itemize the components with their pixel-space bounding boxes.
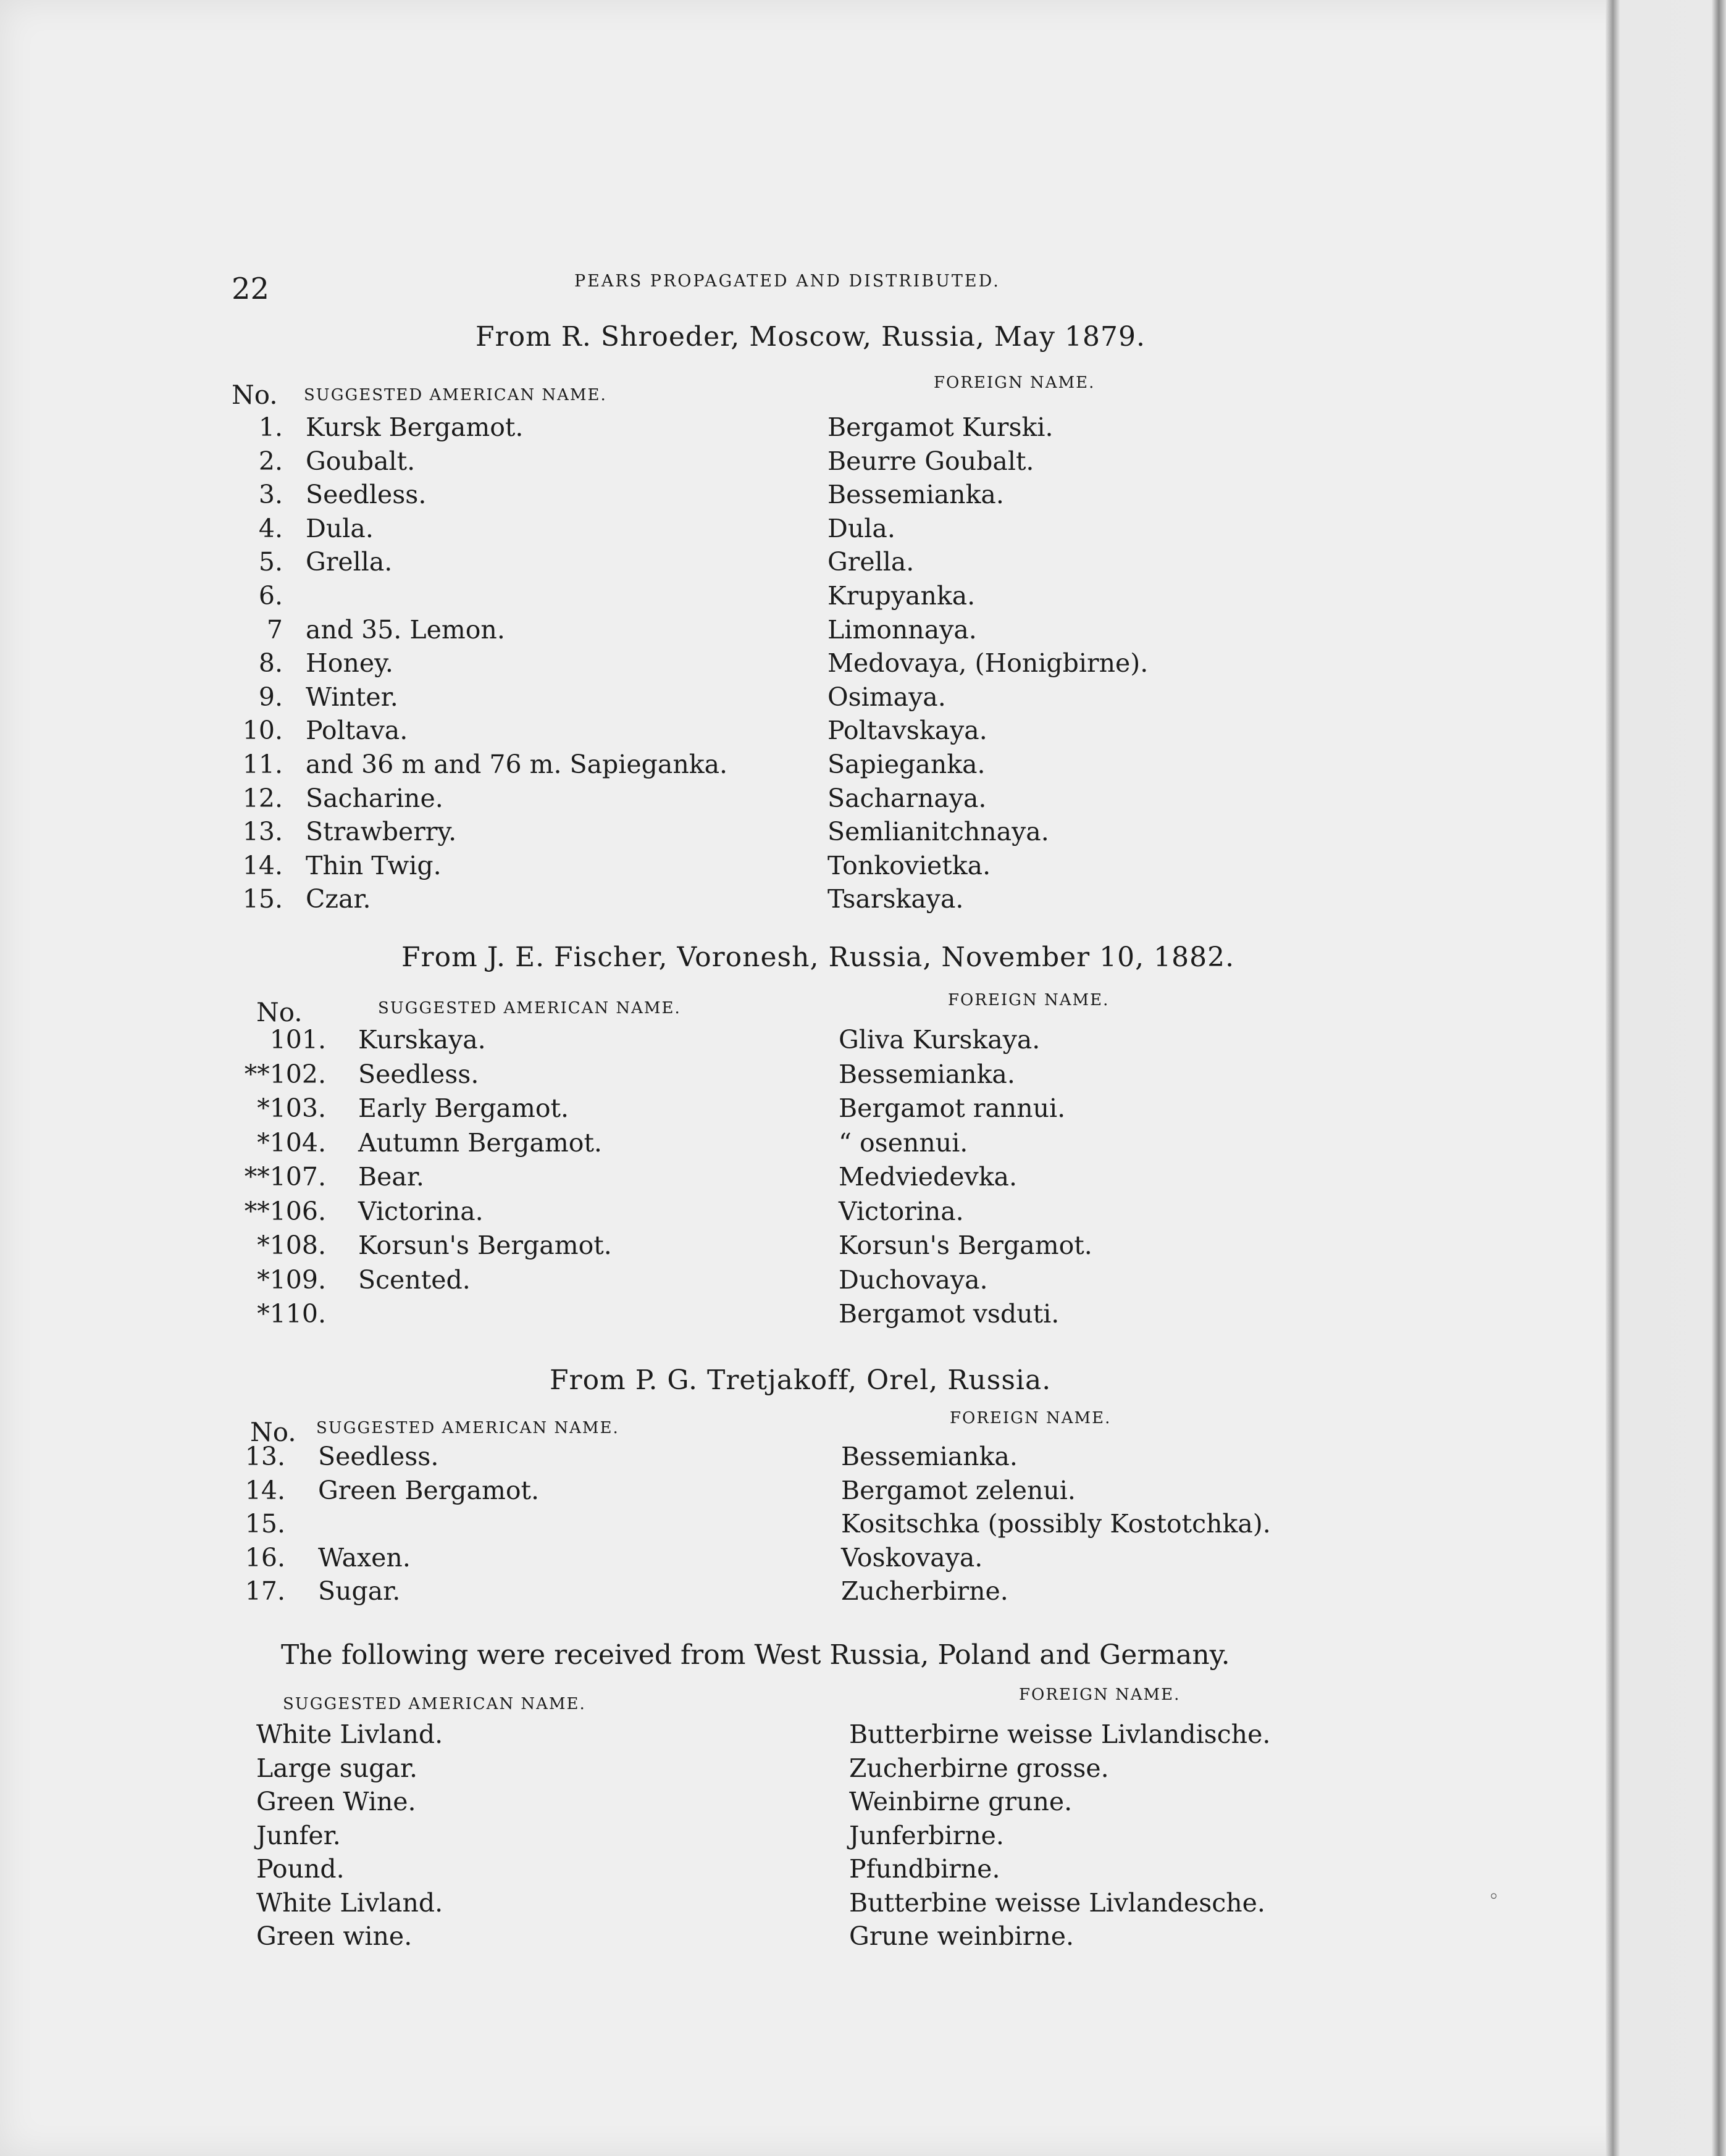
american-name: Sugar. — [318, 1576, 401, 1606]
foreign-name: Korsun's Bergamot. — [839, 1231, 1092, 1260]
foreign-name: Bessemianka. — [841, 1442, 1018, 1471]
american-name: Junfer. — [256, 1820, 341, 1850]
foreign-name: Tsarskaya. — [827, 884, 964, 914]
american-name: Victorina. — [358, 1196, 484, 1226]
foreign-name: Zucherbirne grosse. — [849, 1753, 1109, 1783]
row-number: 8. — [258, 648, 283, 679]
american-name: Poltava. — [306, 716, 408, 746]
american-name: Bear. — [358, 1162, 424, 1192]
row-number: 1. — [258, 412, 283, 442]
foreign-name: Bergamot zelenui. — [841, 1475, 1076, 1505]
american-name: Strawberry. — [306, 817, 457, 847]
foreign-name: Bessemianka. — [839, 1059, 1015, 1089]
american-name: Korsun's Bergamot. — [358, 1231, 612, 1260]
american-name: Large sugar. — [256, 1753, 418, 1783]
foreign-name: Kositschka (possibly Kostotchka). — [841, 1509, 1271, 1539]
foreign-name: Medovaya, (Honigbirne). — [827, 648, 1149, 679]
american-name: Seedless. — [306, 480, 427, 510]
american-name: Autumn Bergamot. — [358, 1127, 602, 1158]
foreign-name: Poltavskaya. — [827, 716, 987, 746]
foreign-name: Osimaya. — [827, 682, 946, 712]
american-name: Czar. — [306, 884, 371, 914]
foreign-name: Bergamot Kurski. — [827, 412, 1054, 442]
foreign-name: Beurre Goubalt. — [827, 446, 1034, 476]
foreign-name: Medviedevka. — [839, 1162, 1018, 1192]
american-name: Pound. — [256, 1854, 345, 1884]
foreign-name-header: FOREIGN NAME. — [1019, 1686, 1181, 1704]
foreign-name: Victorina. — [839, 1196, 964, 1226]
foreign-name: Butterbine weisse Livlandesche. — [849, 1887, 1265, 1918]
american-name-header: SUGGESTED AMERICAN NAME. — [316, 1419, 619, 1437]
no-label: No. — [232, 380, 278, 410]
foreign-name: Duchovaya. — [839, 1264, 988, 1295]
foreign-name: Semlianitchnaya. — [827, 817, 1049, 847]
section-intro-west-russia: The following were received from West Russia, Poland and Germany. — [281, 1639, 1230, 1671]
american-name: and 35. Lemon. — [306, 614, 505, 645]
row-number: 5. — [258, 547, 283, 577]
row-number: 6. — [258, 581, 283, 611]
american-name: Early Bergamot. — [358, 1093, 569, 1123]
row-number: 3. — [258, 480, 283, 510]
american-name: Seedless. — [358, 1059, 479, 1089]
stray-mark: ◦ — [1488, 1886, 1499, 1908]
row-number: *108. — [257, 1231, 326, 1260]
foreign-name: “ osennui. — [839, 1127, 968, 1158]
row-number: *103. — [257, 1093, 326, 1123]
american-name: Kursk Bergamot. — [306, 412, 524, 442]
foreign-name: Bessemianka. — [827, 480, 1004, 510]
book-edge — [1606, 0, 1726, 2156]
row-number: 7 — [266, 614, 283, 645]
row-number: 10. — [242, 716, 283, 746]
american-name: Dula. — [306, 513, 374, 543]
foreign-name: Bergamot rannui. — [839, 1093, 1066, 1123]
american-name: Green Bergamot. — [318, 1475, 540, 1505]
american-name: Goubalt. — [306, 446, 416, 476]
no-label: No. — [256, 997, 303, 1027]
row-number: **102. — [244, 1059, 326, 1089]
foreign-name: Zucherbirne. — [841, 1576, 1008, 1606]
foreign-name: Junferbirne. — [849, 1820, 1004, 1850]
row-number: 11. — [242, 750, 283, 779]
row-number: 15. — [242, 884, 283, 914]
row-number: *104. — [257, 1127, 326, 1158]
american-name: White Livland. — [256, 1719, 443, 1749]
section-heading-tretjakoff: From P. G. Tretjakoff, Orel, Russia. — [550, 1364, 1052, 1396]
american-name: Scented. — [358, 1264, 471, 1295]
foreign-name: Voskovaya. — [841, 1542, 983, 1573]
row-number: 12. — [242, 783, 283, 813]
page-number: 22 — [232, 272, 270, 306]
american-name: Green Wine. — [256, 1787, 416, 1816]
american-name-header: SUGGESTED AMERICAN NAME. — [378, 999, 681, 1017]
foreign-name: Tonkovietka. — [827, 850, 991, 880]
foreign-name: Krupyanka. — [827, 581, 976, 611]
foreign-name: Grune weinbirne. — [849, 1921, 1074, 1951]
american-name: Sacharine. — [306, 783, 443, 813]
american-name: White Livland. — [256, 1887, 443, 1918]
american-name: Winter. — [306, 682, 398, 712]
foreign-name: Butterbirne weisse Livlandische. — [849, 1719, 1271, 1749]
american-name: Honey. — [306, 648, 393, 679]
row-number: *109. — [257, 1264, 326, 1295]
american-name-header: SUGGESTED AMERICAN NAME. — [283, 1695, 586, 1713]
row-number: 17. — [245, 1576, 285, 1606]
american-name: Grella. — [306, 547, 393, 577]
section-heading-fischer: From J. E. Fischer, Voronesh, Russia, November 10, 1882. — [401, 942, 1235, 973]
foreign-name-header: FOREIGN NAME. — [950, 1409, 1112, 1427]
foreign-name-header: FOREIGN NAME. — [934, 374, 1096, 392]
foreign-name: Dula. — [827, 513, 895, 543]
foreign-name: Pfundbirne. — [849, 1854, 1000, 1884]
foreign-name: Bergamot vsduti. — [839, 1299, 1060, 1329]
foreign-name-header: FOREIGN NAME. — [948, 991, 1110, 1009]
row-number: 101. — [269, 1025, 326, 1055]
american-name-header: SUGGESTED AMERICAN NAME. — [304, 386, 607, 404]
section-heading-shroeder: From R. Shroeder, Moscow, Russia, May 1879. — [475, 321, 1146, 353]
row-number: 15. — [245, 1509, 285, 1539]
running-head: PEARS PROPAGATED AND DISTRIBUTED. — [574, 272, 1000, 291]
row-number: 14. — [242, 850, 283, 880]
row-number: 13. — [245, 1442, 285, 1471]
foreign-name: Limonnaya. — [827, 614, 977, 645]
american-name: Seedless. — [318, 1442, 439, 1471]
row-number: 16. — [245, 1542, 285, 1573]
row-number: 4. — [258, 513, 283, 543]
american-name: Thin Twig. — [306, 850, 442, 880]
foreign-name: Sacharnaya. — [827, 783, 987, 813]
row-number: **106. — [244, 1196, 326, 1226]
american-name: Kurskaya. — [358, 1025, 486, 1055]
foreign-name: Weinbirne grune. — [849, 1787, 1073, 1816]
foreign-name: Grella. — [827, 547, 915, 577]
american-name: and 36 m and 76 m. Sapieganka. — [306, 750, 728, 779]
american-name: Waxen. — [318, 1542, 411, 1573]
row-number: *110. — [257, 1299, 326, 1329]
row-number: 13. — [242, 817, 283, 847]
row-number: 14. — [245, 1475, 285, 1505]
row-number: **107. — [244, 1162, 326, 1192]
foreign-name: Gliva Kurskaya. — [839, 1025, 1041, 1055]
row-number: 9. — [258, 682, 283, 712]
no-label: No. — [250, 1417, 296, 1447]
row-number: 2. — [258, 446, 283, 476]
american-name: Green wine. — [256, 1921, 413, 1951]
foreign-name: Sapieganka. — [827, 750, 986, 779]
